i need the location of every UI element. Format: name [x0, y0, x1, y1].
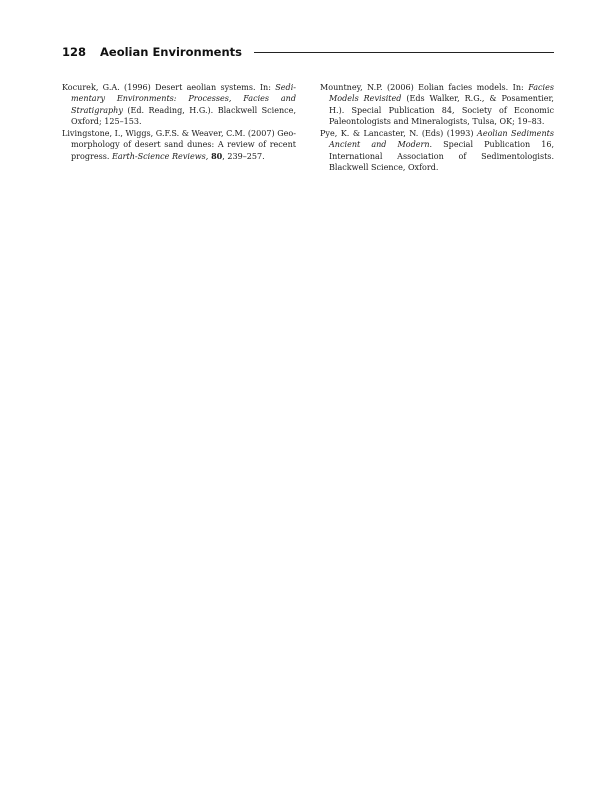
reference-italic: Facies Models Revisited: [329, 83, 554, 104]
running-head: [62, 44, 554, 60]
reference-volume: 80: [208, 150, 223, 161]
reference-text: . Special Publication 16, International Association of Sedimentologists. Blackwell Science, Oxford.: [329, 140, 554, 173]
chapter-title: Aeolian Environments: [100, 45, 243, 59]
reference-entry: [62, 82, 296, 128]
right-column: [320, 82, 554, 174]
reference-italic: Aeolian Sediments Ancient and Modern: [329, 128, 554, 150]
reference-entry: [62, 128, 296, 162]
page-number: 128: [62, 45, 87, 59]
reference-text: , 239–257.: [222, 151, 265, 161]
reference-text: Pye, K. & Lancaster, N. (Eds) (1993): [320, 128, 478, 138]
reference-text: (Ed. Reading, H.G.). Blackwell Science, Oxford; 125–153.: [71, 105, 296, 127]
header-rule: [254, 52, 554, 53]
reference-list: [62, 82, 554, 174]
reference-text: Kocurek, G.A. (1996) Desert aeolian systems. In:: [62, 83, 276, 92]
reference-entry: [320, 82, 554, 128]
reference-entry: [320, 128, 554, 174]
reference-italic: Earth-Science Reviews,: [111, 151, 209, 161]
left-column: [62, 82, 296, 174]
reference-italic: Sedimentary Environments: Processes, Facies and Stratigraphy: [71, 83, 296, 115]
reference-text: (Eds Walker, R.G., & Posamentier, H.). Special Publication 84, Society of Economic Paleontologists and Mineralogists, Tulsa, OK; 19–83.: [329, 94, 554, 127]
reference-text: Mountney, N.P. (2006) Eolian facies models. In:: [320, 83, 529, 92]
reference-text: Livingstone, I., Wiggs, G.F.S. & Weaver, C.M. (2007) Geomorphology of desert sand dunes: A review of recent progress.: [62, 128, 296, 161]
